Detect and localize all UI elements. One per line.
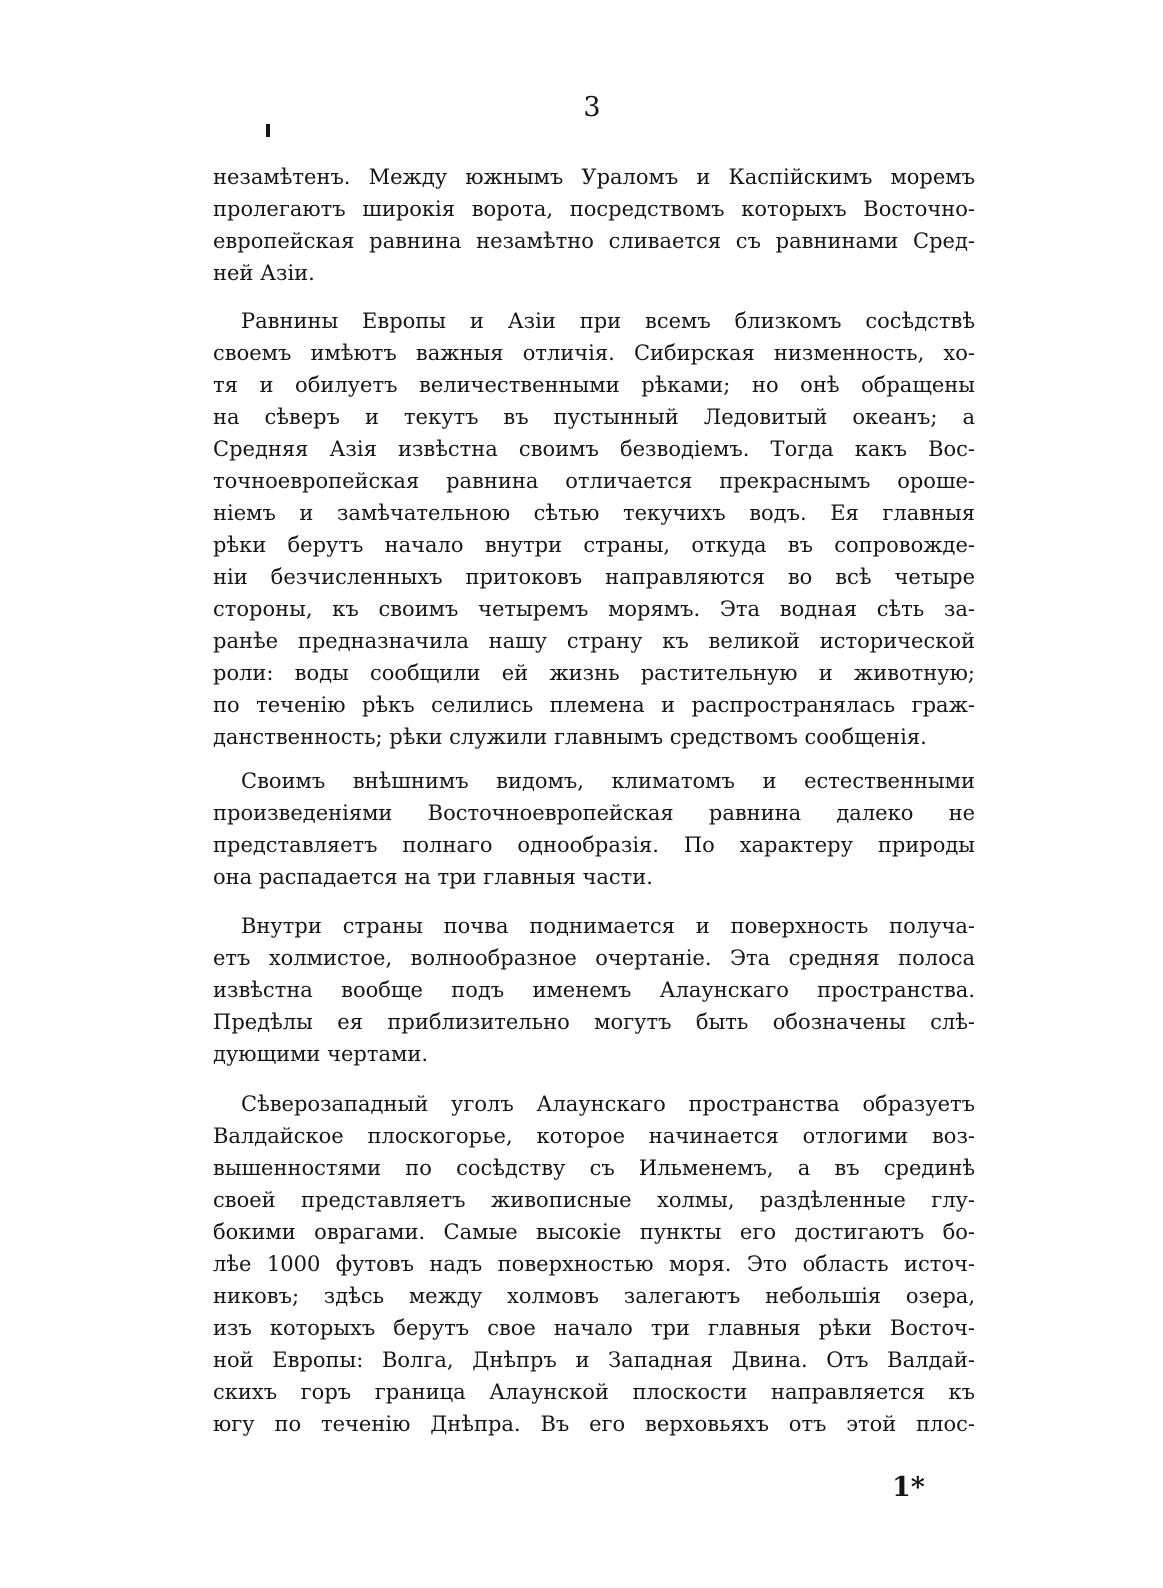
text-line: представляетъ полнаго однообразія. По характеру природы — [213, 833, 975, 857]
text-line: Предѣлы ея приблизительно могутъ быть обозначены слѣ- — [213, 1010, 975, 1034]
text-line: она распадается на три главныя части. — [213, 865, 653, 889]
paragraph-1 — [213, 161, 975, 289]
text-line: изъ которыхъ берутъ свое начало три главныя рѣки Восточ- — [213, 1316, 975, 1340]
text-line: югу по теченію Днѣпра. Въ его верховьяхъ отъ этой плос- — [213, 1412, 975, 1436]
paragraph-2 — [213, 305, 975, 753]
text-line: Средняя Азія извѣстна своимъ безводіемъ. Тогда какъ Вос- — [213, 437, 975, 461]
text-line: пролегаютъ широкія ворота, посредствомъ которыхъ Восточно- — [213, 197, 975, 221]
text-line: произведеніями Восточноевропейская равнина далеко не — [213, 801, 975, 825]
page-number: 3 — [583, 92, 601, 123]
text-line: своей представляетъ живописные холмы, раздѣленные глу- — [213, 1188, 975, 1212]
text-line: дующими чертами. — [213, 1042, 428, 1066]
paragraph-3 — [213, 765, 975, 893]
text-line: Сѣверозападный уголъ Алаунскаго пространства образуетъ — [241, 1092, 975, 1116]
paragraph-4 — [213, 910, 975, 1070]
text-line: на сѣверъ и текутъ въ пустынный Ледовитый океанъ; а — [213, 405, 975, 429]
text-line: Своимъ внѣшнимъ видомъ, климатомъ и естественными — [241, 769, 975, 793]
text-line: етъ холмистое, волнообразное очертаніе. Эта средняя полоса — [213, 946, 975, 970]
text-line: бокими оврагами. Самые высокіе пункты его достигаютъ бо- — [213, 1220, 975, 1244]
ink-speck — [266, 124, 270, 137]
text-line: точноевропейская равнина отличается прекраснымъ ороше- — [213, 469, 975, 493]
signature-mark: 1* — [892, 1472, 925, 1503]
text-line: незамѣтенъ. Между южнымъ Ураломъ и Каспійскимъ моремъ — [213, 165, 975, 189]
text-line: Равнины Европы и Азіи при всемъ близкомъ сосѣдствѣ — [241, 309, 975, 333]
text-line: ной Европы: Волга, Днѣпръ и Западная Двина. Отъ Валдай- — [213, 1348, 975, 1372]
text-line: Внутри страны почва поднимается и поверхность получа- — [241, 914, 975, 938]
text-line: лѣе 1000 футовъ надъ поверхностью моря. Это область источ- — [213, 1252, 975, 1276]
text-line: Валдайское плоскогорье, которое начинается отлогими воз- — [213, 1124, 975, 1148]
text-line: данственность; рѣки служили главнымъ средствомъ сообщенія. — [213, 725, 927, 749]
text-line: рѣки берутъ начало внутри страны, откуда въ сопровожде- — [213, 533, 975, 557]
text-line: извѣстна вообще подъ именемъ Алаунскаго пространства. — [213, 978, 975, 1002]
text-line: скихъ горъ граница Алаунской плоскости направляется къ — [213, 1380, 975, 1404]
text-line: роли: воды сообщили ей жизнь растительную и животную; — [213, 661, 975, 685]
text-line: европейская равнина незамѣтно сливается съ равнинами Сред- — [213, 229, 975, 253]
text-line: вышенностями по сосѣдству съ Ильменемъ, а въ срединѣ — [213, 1156, 975, 1180]
text-line: стороны, къ своимъ четыремъ морямъ. Эта водная сѣть за- — [213, 597, 975, 621]
text-line: тя и обилуетъ величественными рѣками; но онѣ обращены — [213, 373, 975, 397]
text-line: никовъ; здѣсь между холмовъ залегаютъ небольшія озера, — [213, 1284, 975, 1308]
text-line: по теченію рѣкъ селились племена и распространялась граж- — [213, 693, 975, 717]
paragraph-5 — [213, 1088, 975, 1440]
text-line: ранѣе предназначила нашу страну къ великой исторической — [213, 629, 975, 653]
text-line: ніи безчисленныхъ притоковъ направляются во всѣ четыре — [213, 565, 975, 589]
text-line: своемъ имѣютъ важныя отличія. Сибирская низменность, хо- — [213, 341, 975, 365]
text-line: ніемъ и замѣчательною сѣтью текучихъ водъ. Ея главныя — [213, 501, 975, 525]
text-line: ней Азіи. — [213, 261, 315, 285]
